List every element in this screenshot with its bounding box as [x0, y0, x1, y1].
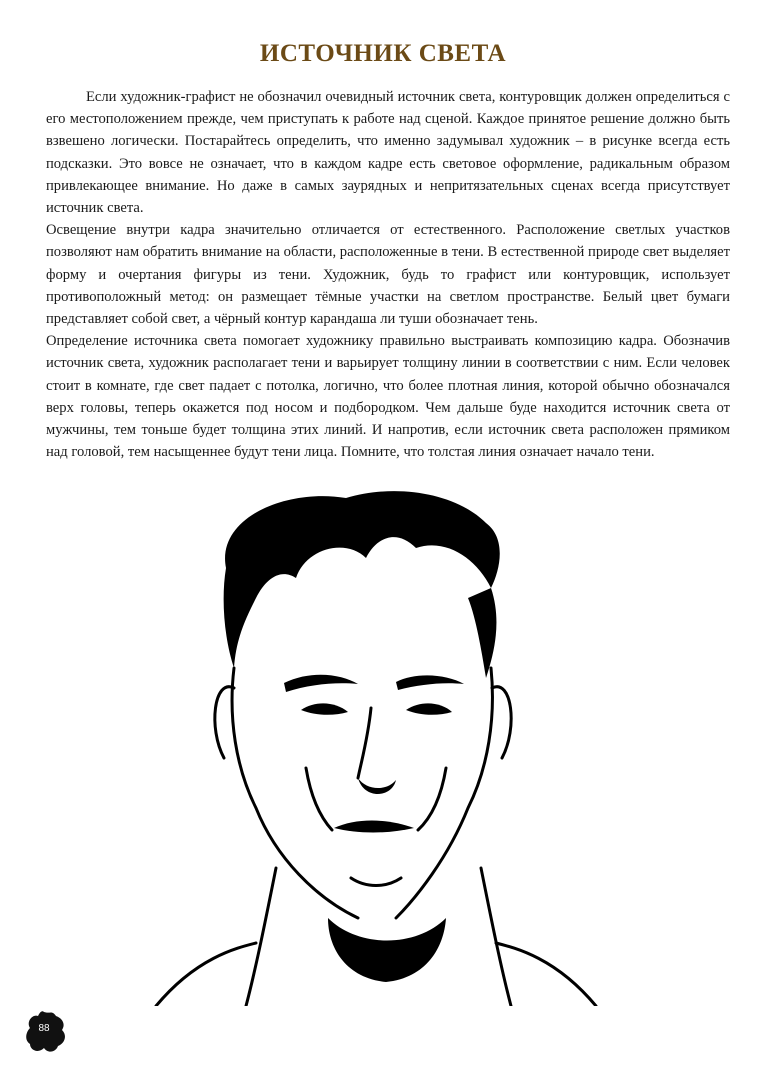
man-portrait-illustration	[96, 478, 656, 1006]
paragraph-1: Если художник-графист не обозначил очевидный источник света, контуровщик должен определиться с его местоположением прежде, чем приступать к работе над сценой. Каждое принятое решение должно быть взвешено логически. Постарайтесь определить, что именно задумывал художник – в рисунке всегда есть подсказки. Это вовсе не означает, что в каждом кадре есть световое оформление, радикальным образом привлекающее внимание. Но даже в самых заурядных и непритязательных сценах всегда присутствует источник света.	[46, 89, 730, 217]
paragraph-2: Освещение внутри кадра значительно отличается от естественного. Расположение светлых участков позволяют нам обратить внимание на области, расположенные в тени. В естественной природе свет выделяет форму и очертания фигуры из тени. Художник, будь то графист или контуровщик, использует противоположный метод: он размещает тёмные участки на светлом пространстве. Белый цвет бумаги представляет собой свет, а чёрный контур карандаша ли туши обозначает тень.	[46, 222, 730, 328]
paragraph-3: Определение источника света помогает художнику правильно выстраивать композицию кадра. Обозначив источник света, художник располагает тени и варьирует толщину линии в соответствии с ним. Если человек стоит в комнате, где свет падает с потолка, логично, что более плотная линия, которой обычно обозначался верх головы, теперь окажется под носом и подбородком. Чем дальше буде находится источник света от мужчины, тем тоньше будет толщина этих линий. И напротив, если источник света расположен прямиком над головой, тем насыщеннее будут тени лица. Помните, что толстая линия означает начало тени.	[46, 333, 730, 461]
page-number: 88	[38, 1023, 50, 1034]
page-title: ИСТОЧНИК СВЕТА	[259, 40, 507, 67]
article-body	[46, 86, 730, 463]
